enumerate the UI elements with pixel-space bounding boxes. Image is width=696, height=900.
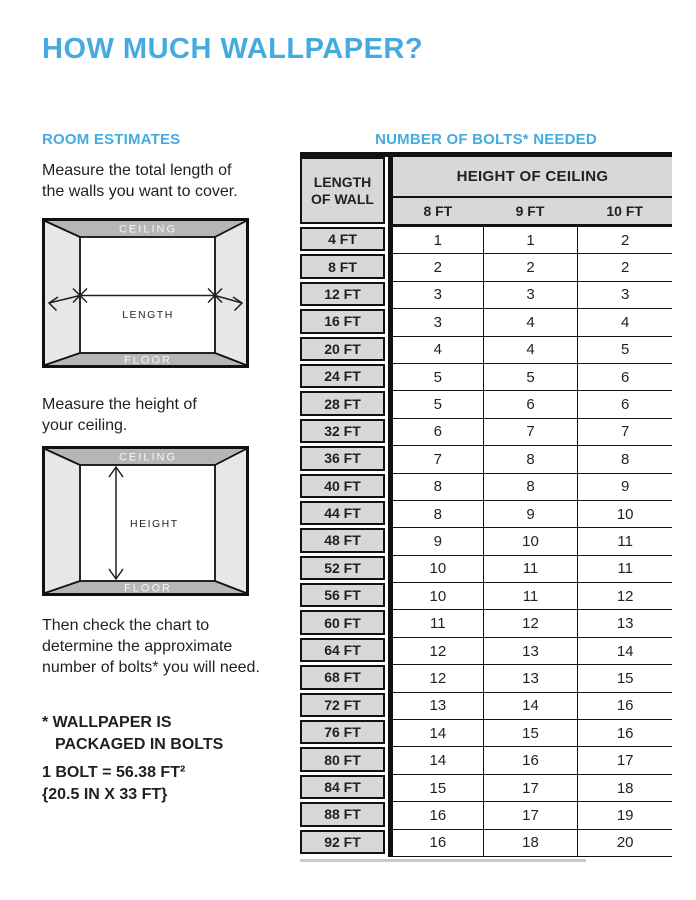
row-label: 88 FT bbox=[300, 802, 385, 826]
bolt-count-cell: 17 bbox=[483, 802, 578, 829]
bolt-count-cell: 5 bbox=[577, 337, 672, 364]
bolt-count-cell: 8 bbox=[483, 446, 578, 473]
bolt-count-cell: 7 bbox=[577, 419, 672, 446]
corner-header-length-of-wall bbox=[300, 157, 385, 224]
bolt-count-cell: 11 bbox=[577, 556, 672, 583]
row-label: 52 FT bbox=[300, 556, 385, 580]
bolts-footnote bbox=[42, 712, 223, 756]
bolt-count-cell: 16 bbox=[577, 693, 672, 720]
bolt-count-cell: 16 bbox=[388, 830, 483, 857]
left-wall-shape bbox=[45, 221, 80, 365]
bolt-count-cell: 10 bbox=[483, 528, 578, 555]
chart-instructions bbox=[42, 615, 260, 678]
height-label: HEIGHT bbox=[130, 518, 179, 530]
bolt-count-cell: 17 bbox=[483, 775, 578, 802]
bolt-count-cell: 2 bbox=[577, 254, 672, 281]
left-wall-shape bbox=[45, 449, 80, 593]
room-estimates-heading: ROOM ESTIMATES bbox=[42, 131, 181, 148]
bolt-count-cell: 8 bbox=[388, 501, 483, 528]
bolt-count-cell: 2 bbox=[388, 254, 483, 281]
row-label: 44 FT bbox=[300, 501, 385, 525]
bolt-count-cell: 14 bbox=[388, 720, 483, 747]
group-header-height-of-ceiling: HEIGHT OF CEILING bbox=[388, 157, 672, 198]
bolt-count-cell: 13 bbox=[483, 665, 578, 692]
length-instructions bbox=[42, 160, 238, 202]
bolt-count-cell: 6 bbox=[483, 391, 578, 418]
row-label: 40 FT bbox=[300, 474, 385, 498]
bolt-count-cell: 12 bbox=[483, 610, 578, 637]
row-label: 60 FT bbox=[300, 610, 385, 634]
bolt-count-cell: 3 bbox=[388, 282, 483, 309]
bolt-count-cell: 20 bbox=[577, 830, 672, 857]
bolt-count-cell: 14 bbox=[483, 693, 578, 720]
bolt-count-cell: 9 bbox=[388, 528, 483, 555]
bolt-count-cell: 14 bbox=[388, 747, 483, 774]
bolt-count-cell: 19 bbox=[577, 802, 672, 829]
row-label: 68 FT bbox=[300, 665, 385, 689]
row-label: 20 FT bbox=[300, 337, 385, 361]
floor-label: FLOOR bbox=[124, 354, 172, 367]
row-label: 24 FT bbox=[300, 364, 385, 388]
bolt-count-cell: 4 bbox=[577, 309, 672, 336]
chart-instructions-line3: number of bolts* you will need. bbox=[42, 659, 260, 676]
row-label: 12 FT bbox=[300, 282, 385, 306]
right-wall-shape bbox=[215, 221, 246, 365]
row-label: 72 FT bbox=[300, 693, 385, 717]
bolt-size-note bbox=[42, 762, 185, 806]
column-header-10ft: 10 FT bbox=[577, 198, 672, 227]
bolt-count-cell: 4 bbox=[483, 337, 578, 364]
bolt-count-cell: 9 bbox=[483, 501, 578, 528]
bolt-count-cell: 16 bbox=[483, 747, 578, 774]
bolts-footnote-line2: PACKAGED IN BOLTS bbox=[55, 736, 224, 753]
bolt-count-cell: 3 bbox=[577, 282, 672, 309]
height-instructions-line2: your ceiling. bbox=[42, 417, 128, 434]
row-label: 28 FT bbox=[300, 391, 385, 415]
room-length-diagram bbox=[42, 218, 249, 368]
length-instructions-line2: the walls you want to cover. bbox=[42, 183, 238, 200]
row-label: 32 FT bbox=[300, 419, 385, 443]
bolt-count-cell: 10 bbox=[388, 556, 483, 583]
bolt-count-cell: 8 bbox=[388, 474, 483, 501]
bolt-count-cell: 4 bbox=[483, 309, 578, 336]
bolt-count-cell: 11 bbox=[483, 583, 578, 610]
row-label: 8 FT bbox=[300, 254, 385, 278]
bolt-count-cell: 18 bbox=[483, 830, 578, 857]
bolts-footnote-line1: * WALLPAPER IS bbox=[42, 714, 172, 731]
row-label: 92 FT bbox=[300, 830, 385, 854]
bolt-count-cell: 18 bbox=[577, 775, 672, 802]
bolt-count-cell: 1 bbox=[483, 227, 578, 254]
row-label: 36 FT bbox=[300, 446, 385, 470]
bolt-count-cell: 4 bbox=[388, 337, 483, 364]
bolt-count-cell: 15 bbox=[577, 665, 672, 692]
bolt-count-cell: 12 bbox=[577, 583, 672, 610]
bolt-count-cell: 6 bbox=[577, 391, 672, 418]
bolt-count-cell: 17 bbox=[577, 747, 672, 774]
bolt-count-cell: 8 bbox=[577, 446, 672, 473]
floor-label: FLOOR bbox=[124, 582, 172, 595]
bolt-count-cell: 7 bbox=[483, 419, 578, 446]
bolt-count-cell: 6 bbox=[577, 364, 672, 391]
bolt-count-cell: 15 bbox=[388, 775, 483, 802]
row-label: 84 FT bbox=[300, 775, 385, 799]
height-instructions bbox=[42, 394, 197, 436]
bolt-count-cell: 13 bbox=[577, 610, 672, 637]
right-wall-shape bbox=[215, 449, 246, 593]
bolt-count-cell: 2 bbox=[483, 254, 578, 281]
corner-header-line2: OF WALL bbox=[311, 190, 374, 207]
bolt-count-cell: 1 bbox=[388, 227, 483, 254]
bolt-count-cell: 2 bbox=[577, 227, 672, 254]
ceiling-label: CEILING bbox=[118, 223, 178, 236]
bolt-count-cell: 11 bbox=[577, 528, 672, 555]
height-instructions-line1: Measure the height of bbox=[42, 396, 197, 413]
bolt-count-cell: 12 bbox=[388, 665, 483, 692]
ceiling-label: CEILING bbox=[118, 451, 178, 464]
page-title: HOW MUCH WALLPAPER? bbox=[42, 33, 424, 65]
bolt-count-cell: 6 bbox=[388, 419, 483, 446]
bolt-count-cell: 13 bbox=[388, 693, 483, 720]
row-label: 76 FT bbox=[300, 720, 385, 744]
bolts-table bbox=[300, 152, 672, 857]
room-height-diagram bbox=[42, 446, 249, 596]
bolt-size-line2: {20.5 IN X 33 FT} bbox=[42, 786, 168, 803]
corner-header-line1: LENGTH bbox=[313, 173, 372, 190]
chart-instructions-line1: Then check the chart to bbox=[42, 617, 210, 634]
bolt-count-cell: 5 bbox=[483, 364, 578, 391]
column-header-8ft: 8 FT bbox=[388, 198, 483, 227]
length-label: LENGTH bbox=[122, 309, 174, 321]
row-label: 56 FT bbox=[300, 583, 385, 607]
bolt-count-cell: 10 bbox=[388, 583, 483, 610]
row-label: 16 FT bbox=[300, 309, 385, 333]
bolt-count-cell: 7 bbox=[388, 446, 483, 473]
bolt-count-cell: 5 bbox=[388, 364, 483, 391]
chart-instructions-line2: determine the approximate bbox=[42, 638, 233, 655]
column-header-9ft: 9 FT bbox=[483, 198, 578, 227]
bolt-count-cell: 12 bbox=[388, 638, 483, 665]
row-label: 64 FT bbox=[300, 638, 385, 662]
table-bottom-shadow bbox=[300, 859, 586, 862]
bolt-count-cell: 11 bbox=[388, 610, 483, 637]
bolt-count-cell: 13 bbox=[483, 638, 578, 665]
bolt-count-cell: 11 bbox=[483, 556, 578, 583]
bolt-count-cell: 15 bbox=[483, 720, 578, 747]
bolts-needed-heading: NUMBER OF BOLTS* NEEDED bbox=[375, 131, 597, 148]
bolt-count-cell: 3 bbox=[388, 309, 483, 336]
bolt-count-cell: 9 bbox=[577, 474, 672, 501]
bolt-count-cell: 3 bbox=[483, 282, 578, 309]
row-label: 4 FT bbox=[300, 227, 385, 251]
bolt-size-line1: 1 BOLT = 56.38 FT² bbox=[42, 764, 186, 781]
bolt-count-cell: 10 bbox=[577, 501, 672, 528]
bolt-count-cell: 8 bbox=[483, 474, 578, 501]
row-label: 80 FT bbox=[300, 747, 385, 771]
bolt-count-cell: 16 bbox=[388, 802, 483, 829]
bolt-count-cell: 5 bbox=[388, 391, 483, 418]
bolt-count-cell: 16 bbox=[577, 720, 672, 747]
row-label: 48 FT bbox=[300, 528, 385, 552]
length-instructions-line1: Measure the total length of bbox=[42, 162, 232, 179]
bolt-count-cell: 14 bbox=[577, 638, 672, 665]
